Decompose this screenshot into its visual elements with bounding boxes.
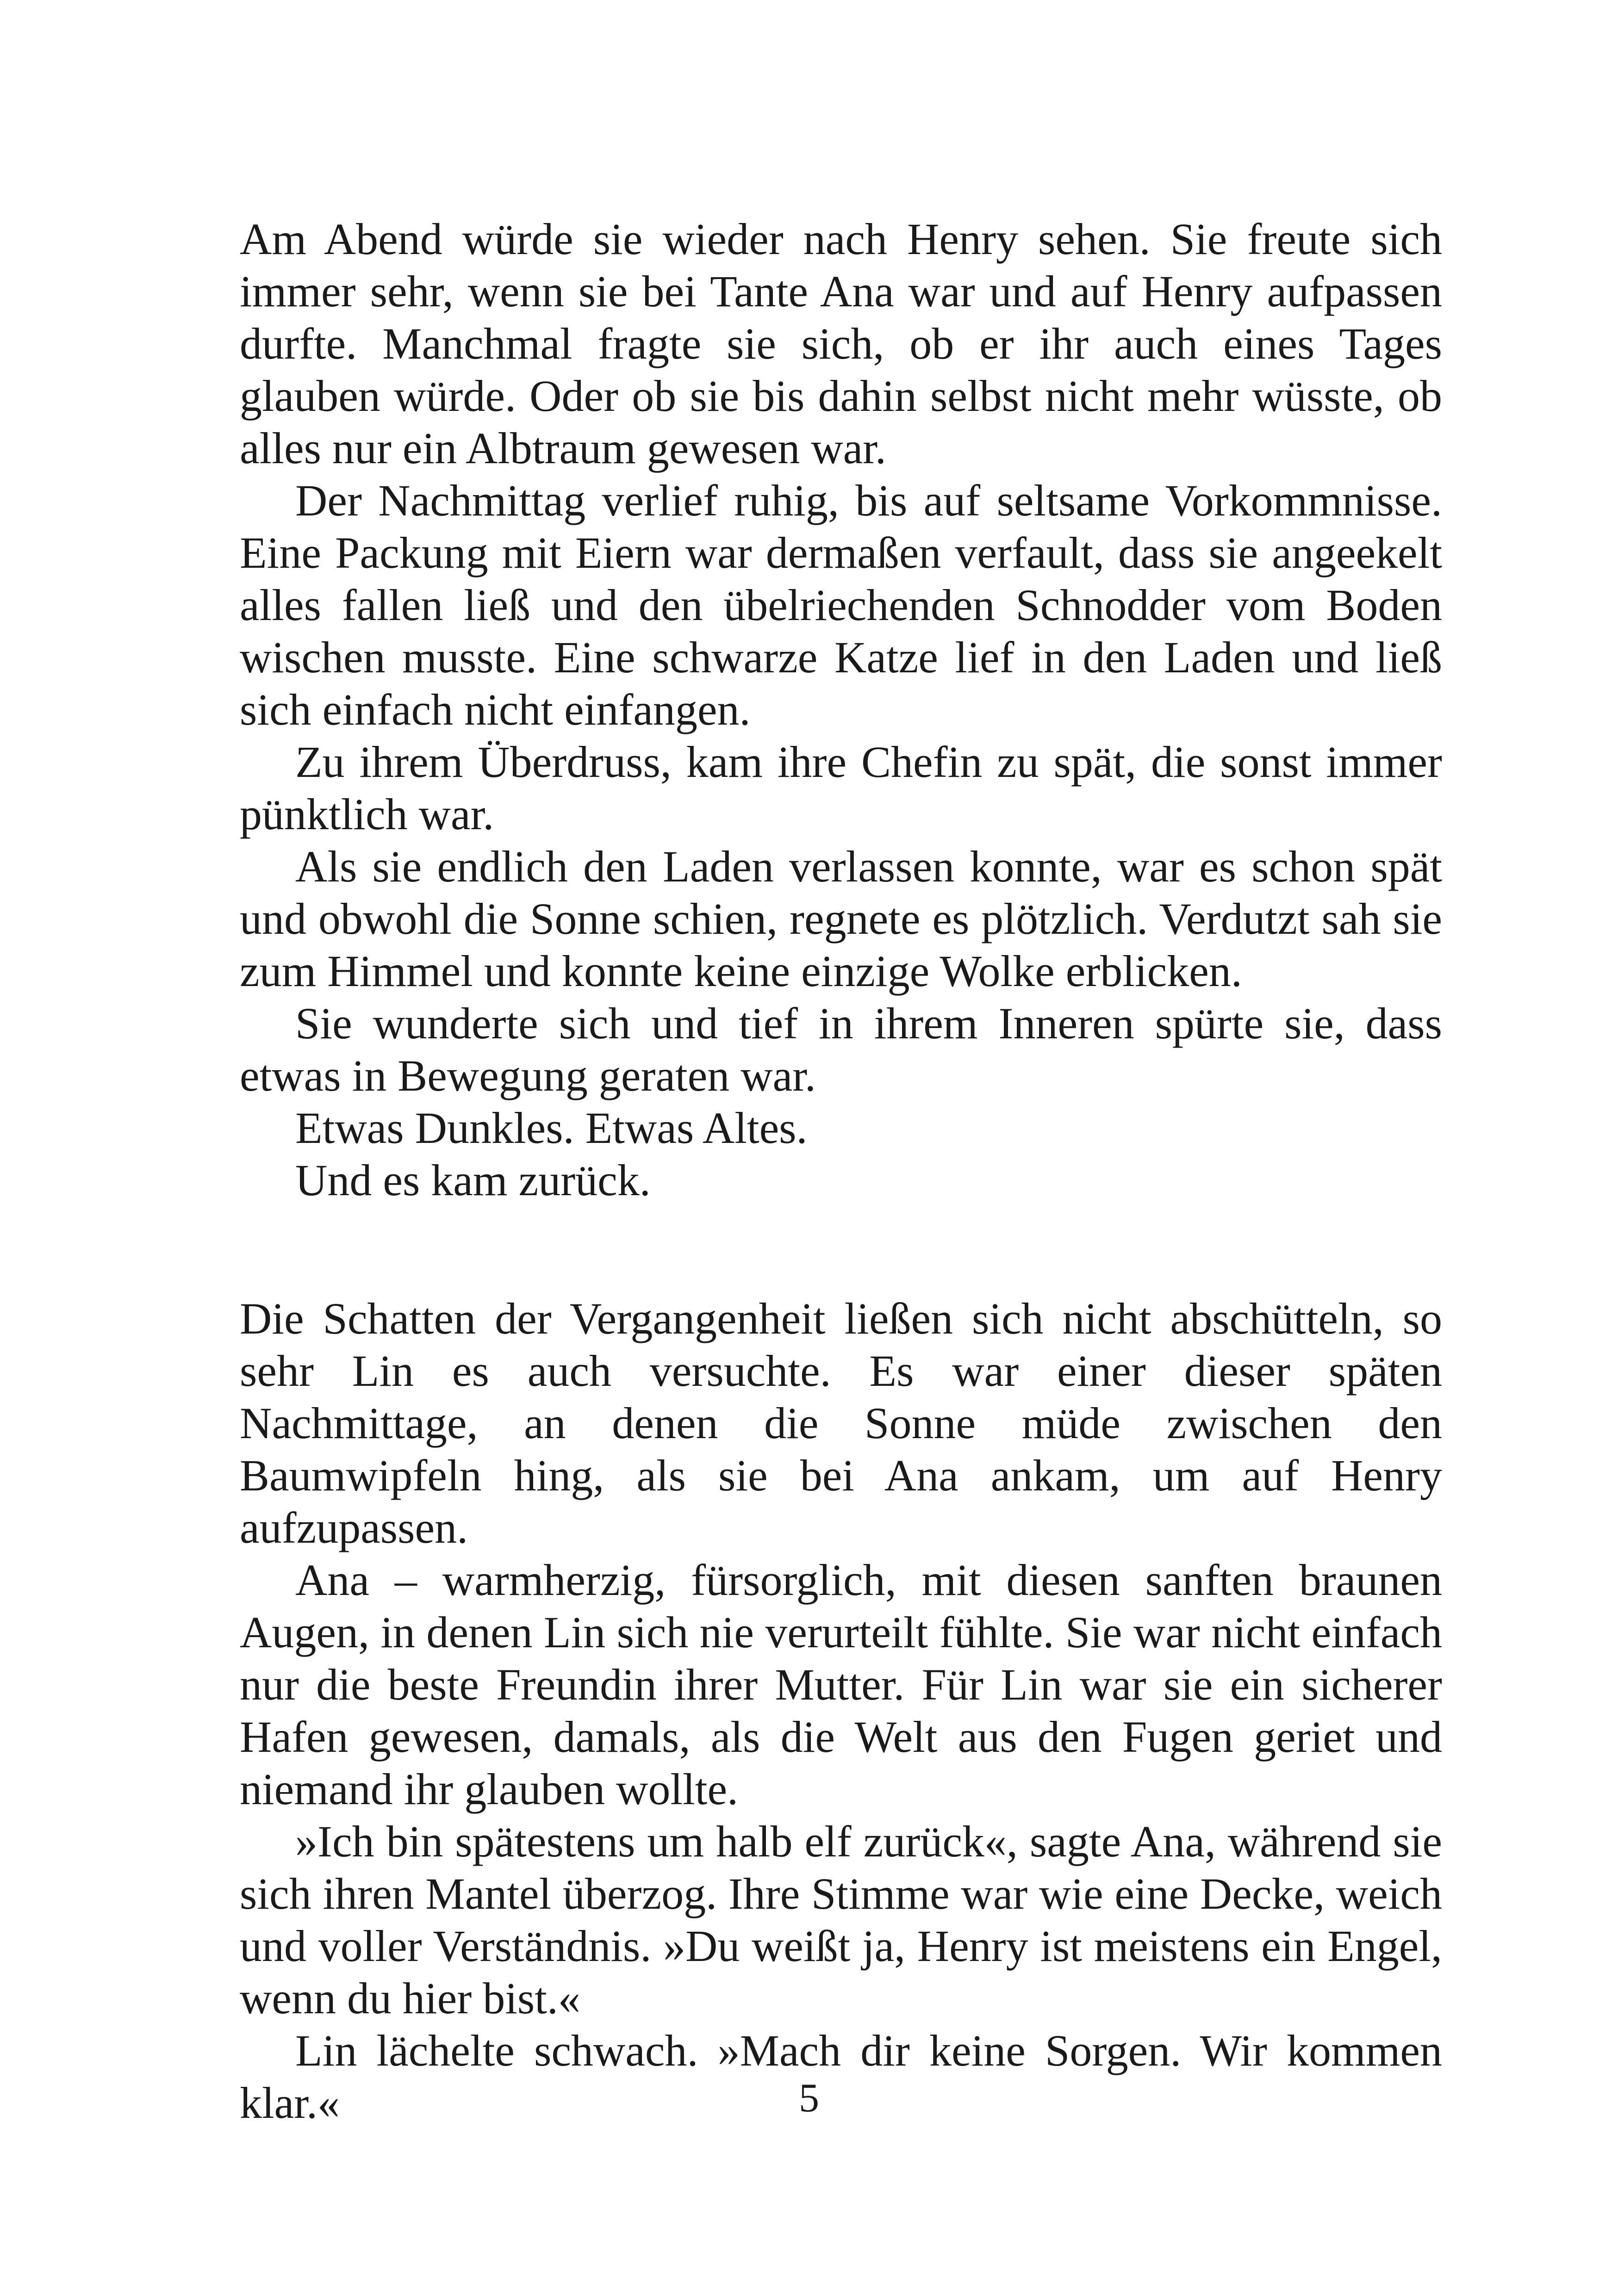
paragraph: Etwas Dunkles. Etwas Altes. xyxy=(295,1103,808,1153)
paragraph: »Ich bin spätestens um halb elf zurück«, sagte Ana, während sie sich ihren Mantel überzog. Ihre Stimme war wie eine Decke, weich und voller Verständnis. »Du weißt ja, Henry ist meistens ein Engel, wenn du hier bist.« xyxy=(240,1817,1442,2023)
paragraph: Am Abend würde sie wieder nach Henry sehen. Sie freute sich immer sehr, wenn sie bei Tante Ana war und auf Henry aufpassen durfte. Manchmal fragte sie sich, ob er ihr auch eines Tages glauben würde. Oder ob sie bis dahin selbst nicht mehr wüsste, ob alles nur ein Albtraum gewesen war. xyxy=(240,214,1442,473)
paragraph: Zu ihrem Überdruss, kam ihre Chefin zu spät, die sonst immer pünktlich war. xyxy=(240,737,1442,839)
section-one xyxy=(240,213,1442,1206)
paragraph: Die Schatten der Vergangenheit ließen sich nicht abschütteln, so sehr Lin es auch versuchte. Es war einer dieser späten Nachmittage, an denen die Sonne müde zwischen den Baumwipfeln hing, als sie bei Ana ankam, um auf Henry aufzupassen. xyxy=(240,1294,1442,1552)
paragraph: Als sie endlich den Laden verlassen konnte, war es schon spät und obwohl die Sonne schien, regnete es plötzlich. Verdutzt sah sie zum Himmel und konnte keine einzige Wolke erblicken. xyxy=(240,842,1442,996)
paragraph: Lin lächelte schwach. »Mach dir keine Sorgen. Wir kommen klar.« xyxy=(240,2026,1442,2128)
paragraph: Der Nachmittag verlief ruhig, bis auf seltsame Vorkommnisse. Eine Packung mit Eiern war dermaßen verfault, dass sie angeekelt alles fallen ließ und den übelriechenden Schnodder vom Boden wischen musste. Eine schwarze Katze lief in den Laden und ließ sich einfach nicht einfangen. xyxy=(240,476,1442,734)
section-two xyxy=(240,1292,1442,2129)
page-number: 5 xyxy=(799,2076,819,2121)
paragraph: Und es kam zurück. xyxy=(295,1155,651,1205)
paragraph: Sie wunderte sich und tief in ihrem Inneren spürte sie, dass etwas in Bewegung geraten war. xyxy=(240,999,1442,1100)
paragraph: Ana – warmherzig, fürsorglich, mit diesen sanften braunen Augen, in denen Lin sich nie verurteilt fühlte. Sie war nicht einfach nur die beste Freundin ihrer Mutter. Für Lin war sie ein sicherer Hafen gewesen, damals, als die Welt aus den Fugen geriet und niemand ihr glauben wollte. xyxy=(240,1555,1442,1814)
